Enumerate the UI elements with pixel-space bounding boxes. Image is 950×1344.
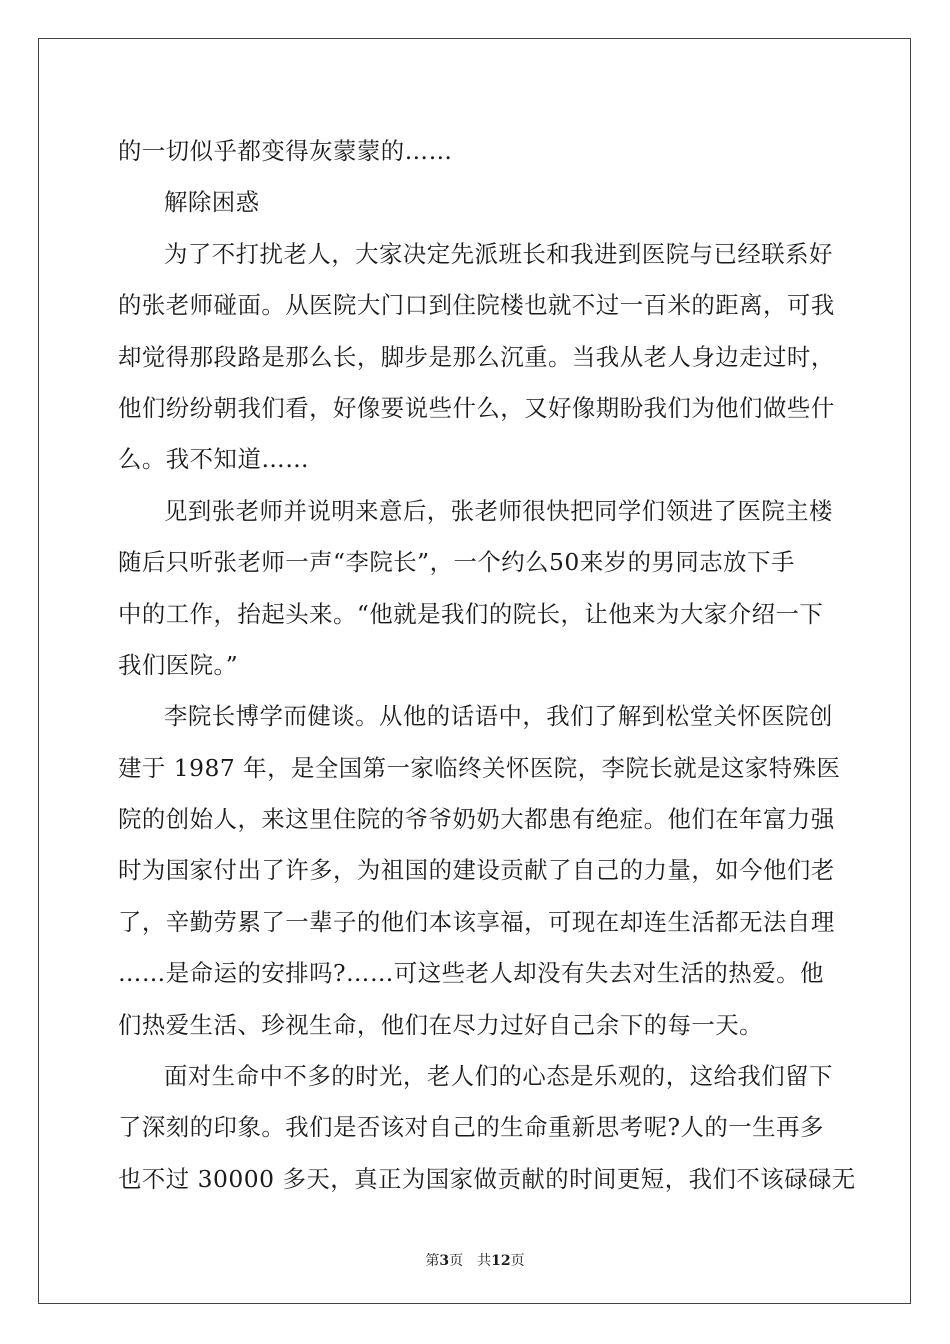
text-line: 时为国家付出了许多，为祖国的建设贡献了自己的力量，如今他们老 xyxy=(118,856,835,885)
page-number: 3 xyxy=(439,1253,450,1269)
text-line: 李院长博学而健谈。从他的话语中，我们了解到松堂关怀医院创 xyxy=(164,702,833,731)
section-heading: 解除困惑 xyxy=(164,188,260,217)
text-line: 随后只听张老师一声“李院长”，一个约么50来岁的男同志放下手 xyxy=(118,548,795,577)
page-number-suffix: 页 xyxy=(449,1253,464,1269)
text-line: 们热爱生活、珍视生命，他们在尽力过好自己余下的每一天。 xyxy=(118,1010,764,1039)
total-pages: 12 xyxy=(491,1253,511,1269)
page-footer xyxy=(0,1250,950,1270)
total-pages-suffix: 页 xyxy=(510,1253,525,1269)
text-line: 了深刻的印象。我们是否该对自己的生命重新思考呢?人的一生再多 xyxy=(118,1113,824,1142)
text-line: 的张老师碰面。从医院大门口到住院楼也就不过一百米的距离，可我 xyxy=(118,291,835,320)
text-line: 他们纷纷朝我们看，好像要说些什么，又好像期盼我们为他们做些什 xyxy=(118,393,835,422)
document-body xyxy=(118,126,856,1205)
total-pages-prefix: 共 xyxy=(477,1253,492,1269)
page-number-prefix: 第 xyxy=(425,1253,440,1269)
text-line: 么。我不知道…… xyxy=(118,445,310,474)
text-line: 却觉得那段路是那么长，脚步是那么沉重。当我从老人身边走过时， xyxy=(118,342,835,371)
text-line: 建于 1987 年，是全国第一家临终关怀医院，李院长就是这家特殊医 xyxy=(118,753,841,782)
text-line: 见到张老师并说明来意后，张老师很快把同学们领进了医院主楼 xyxy=(164,496,833,525)
text-line: ……是命运的安排吗?……可这些老人却没有失去对生活的热爱。他 xyxy=(118,959,824,988)
text-line: 我们医院。” xyxy=(118,650,239,679)
text-line: 院的创始人，来这里住院的爷爷奶奶大都患有绝症。他们在年富力强 xyxy=(118,805,835,834)
text-line: 了，辛勤劳累了一辈子的他们本该享福，可现在却连生活都无法自理 xyxy=(118,907,835,936)
text-line: 面对生命中不多的时光，老人们的心态是乐观的，这给我们留下 xyxy=(164,1062,833,1091)
text-line: 中的工作，抬起头来。“他就是我们的院长，让他来为大家介绍一下 xyxy=(118,599,824,628)
text-line: 也不过 30000 多天，真正为国家做贡献的时间更短，我们不该碌碌无 xyxy=(118,1164,856,1193)
text-line: 的一切似乎都变得灰蒙蒙的…… xyxy=(118,137,453,165)
text-line: 为了不打扰老人，大家决定先派班长和我进到医院与已经联系好 xyxy=(164,239,833,268)
